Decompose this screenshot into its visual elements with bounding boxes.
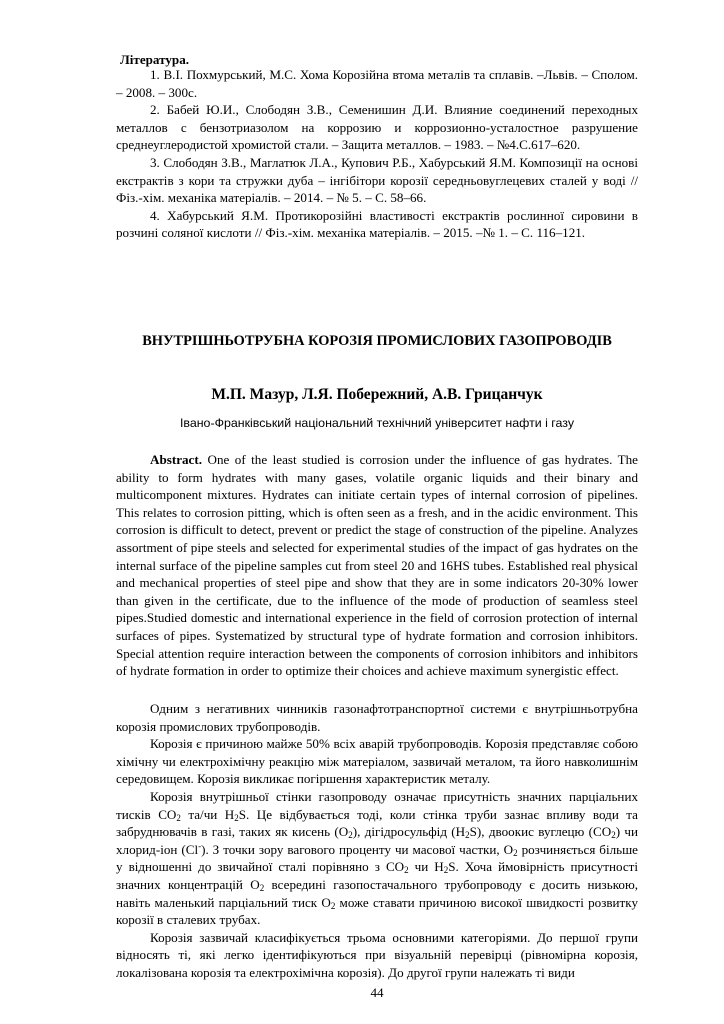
text-run: ), дігідросульфід (H xyxy=(352,824,466,840)
superscript: - xyxy=(198,840,202,851)
subscript: 2 xyxy=(176,812,181,823)
text-run: ). З точки зору вагового проценту чи масової частки, O xyxy=(201,841,514,857)
body-paragraph: Корозія є причиною майже 50% всіх аварій трубопроводів. Корозія представляє собою хімічну чи електрохімічну реакцію між матеріалом, зазвичай металом, та його навколишнім середовищем. Корозія викликає погіршення характеристик металу. xyxy=(116,736,638,787)
reference-item: 2. Бабей Ю.И., Слободян З.В., Семенишин Д.И. Влияние соединений переходных металлов с бензотриазолом на коррозию и коррозионно-усталостное разрушение среднеуглеродистой хромистой стали. – Защита металлов. – 1983. – №4.С.617–620. xyxy=(116,102,638,153)
text-run: ) чи хлорид-іон (Cl xyxy=(116,824,638,857)
text-run: всередині газопостачального трубопроводу є досить низькою, навіть маленький парціальний тиск O xyxy=(116,876,638,910)
references-heading: Література. xyxy=(120,52,190,67)
text-run: чи H xyxy=(408,859,444,875)
subscript: 2 xyxy=(611,830,616,841)
text-run: Корозія внутрішньої стінки газопроводу означає присутність значних парціальних тисків CO xyxy=(116,788,638,822)
text-run: може ставати причиною високої швидкості розвитку корозії в сталевих трубах. xyxy=(116,894,638,928)
subscript: 2 xyxy=(330,900,336,911)
article-affiliation: Івано-Франківський національний технічний університет нафти і газу xyxy=(179,416,575,430)
abstract-text: One of the least studied is corrosion under the influence of gas hydrates. The ability to form hydrates with many gases, volatile organic liquids and their binary and multicomponent mixtures. Hydrates can initiate certain types of internal corrosion of pipelines. This relates to corrosion pitting, which is often seen as a fresh, and in the acidic environment. This corrosion is difficult to detect, prevent or predict the stage of construction of the pipeline. Analyzes assortment of pipe steels and selected for experimental studies of the impact of gas hydrates on the internal surface of the pipeline samples cut from steel 20 and 16HS tubes. Established real physical and mechanical properties of steel pipe and show that they are in some indicators 20-30% lower than given in the certificate, due to the influence of the mode of production of seamless steel pipes.Studied domestic and international experience in the field of corrosion protection of internal surfaces of pipes. Systematized by structural type of hydrate formation and corrosion inhibitors. Special attention require interaction between the components of corrosion inhibitors and inhibitors of hydrate formation in order to optimize their choices and achieve maximum synergistic effect. xyxy=(116,452,638,679)
subscript: 2 xyxy=(348,830,353,841)
subscript: 2 xyxy=(404,865,409,876)
references-list xyxy=(116,66,638,242)
subscript: 2 xyxy=(259,882,265,893)
article-title: ВНУТРІШНЬОТРУБНА КОРОЗІЯ ПРОМИСЛОВИХ ГАЗОПРОВОДІВ xyxy=(142,333,612,349)
text-run: S. Це відбувається тоді, коли стінка труби зазнає впливу води та забруднювачів в газі, таких як кисень (O xyxy=(116,806,638,840)
abstract-paragraph xyxy=(116,451,638,680)
page-number: 44 xyxy=(370,985,384,1000)
text-run: S), двоокис вуглецю (CO xyxy=(469,824,612,840)
subscript: 2 xyxy=(465,830,470,841)
text-run: та/чи H xyxy=(180,806,235,822)
body-text xyxy=(116,700,638,982)
reference-item: 1. В.І. Похмурський, М.С. Хома Корозійна втома металів та сплавів. –Львів. – Сполом. – 2008. – 300с. xyxy=(116,67,638,100)
article-authors: М.П. Мазур, Л.Я. Побережний, А.В. Грицанчук xyxy=(211,386,543,403)
subscript: 2 xyxy=(234,812,239,823)
subscript: 2 xyxy=(443,865,449,876)
abstract-label: Abstract. xyxy=(150,452,202,467)
body-paragraph: Корозія зазвичай класифікується трьома основними категоріями. До першої групи відносять ті, які легко ідентифікуються при візуальній перевірці (рівномірна корозія, локалізована корозія та електрохімічна корозія). До другої групи належать ті види xyxy=(116,929,638,980)
body-paragraph: Одним з негативних чинників газонафтотранспортної системи є внутрішньотрубна корозія промислових трубопроводів. xyxy=(116,701,638,734)
abstract xyxy=(116,451,638,680)
subscript: 2 xyxy=(513,847,518,858)
reference-item: 4. Хабурський Я.М. Протикорозійні властивості екстрактів рослинної сировини в розчині соляної кислоти // Фіз.-хім. механіка матеріалів. – 2015. –№ 1. – С. 116–121. xyxy=(116,207,638,241)
body-paragraph xyxy=(116,788,638,929)
text-run: S. Хоча ймовірність присутності значних концентрацій O xyxy=(116,859,638,892)
text-run: розчиняється більше у відношенні до звичайної сталі порівняно з CO xyxy=(116,841,638,875)
reference-item: 3. Слободян З.В., Маглатюк Л.А., Купович Р.Б., Хабурський Я.М. Композиції на основі екстрактів з кори та стружки дуба – інгібітори корозії середньовуглецевих сталей у воді // Фіз.-хім. механіка матеріалів. – 2014. – № 5. – С. 58–66. xyxy=(116,154,638,206)
